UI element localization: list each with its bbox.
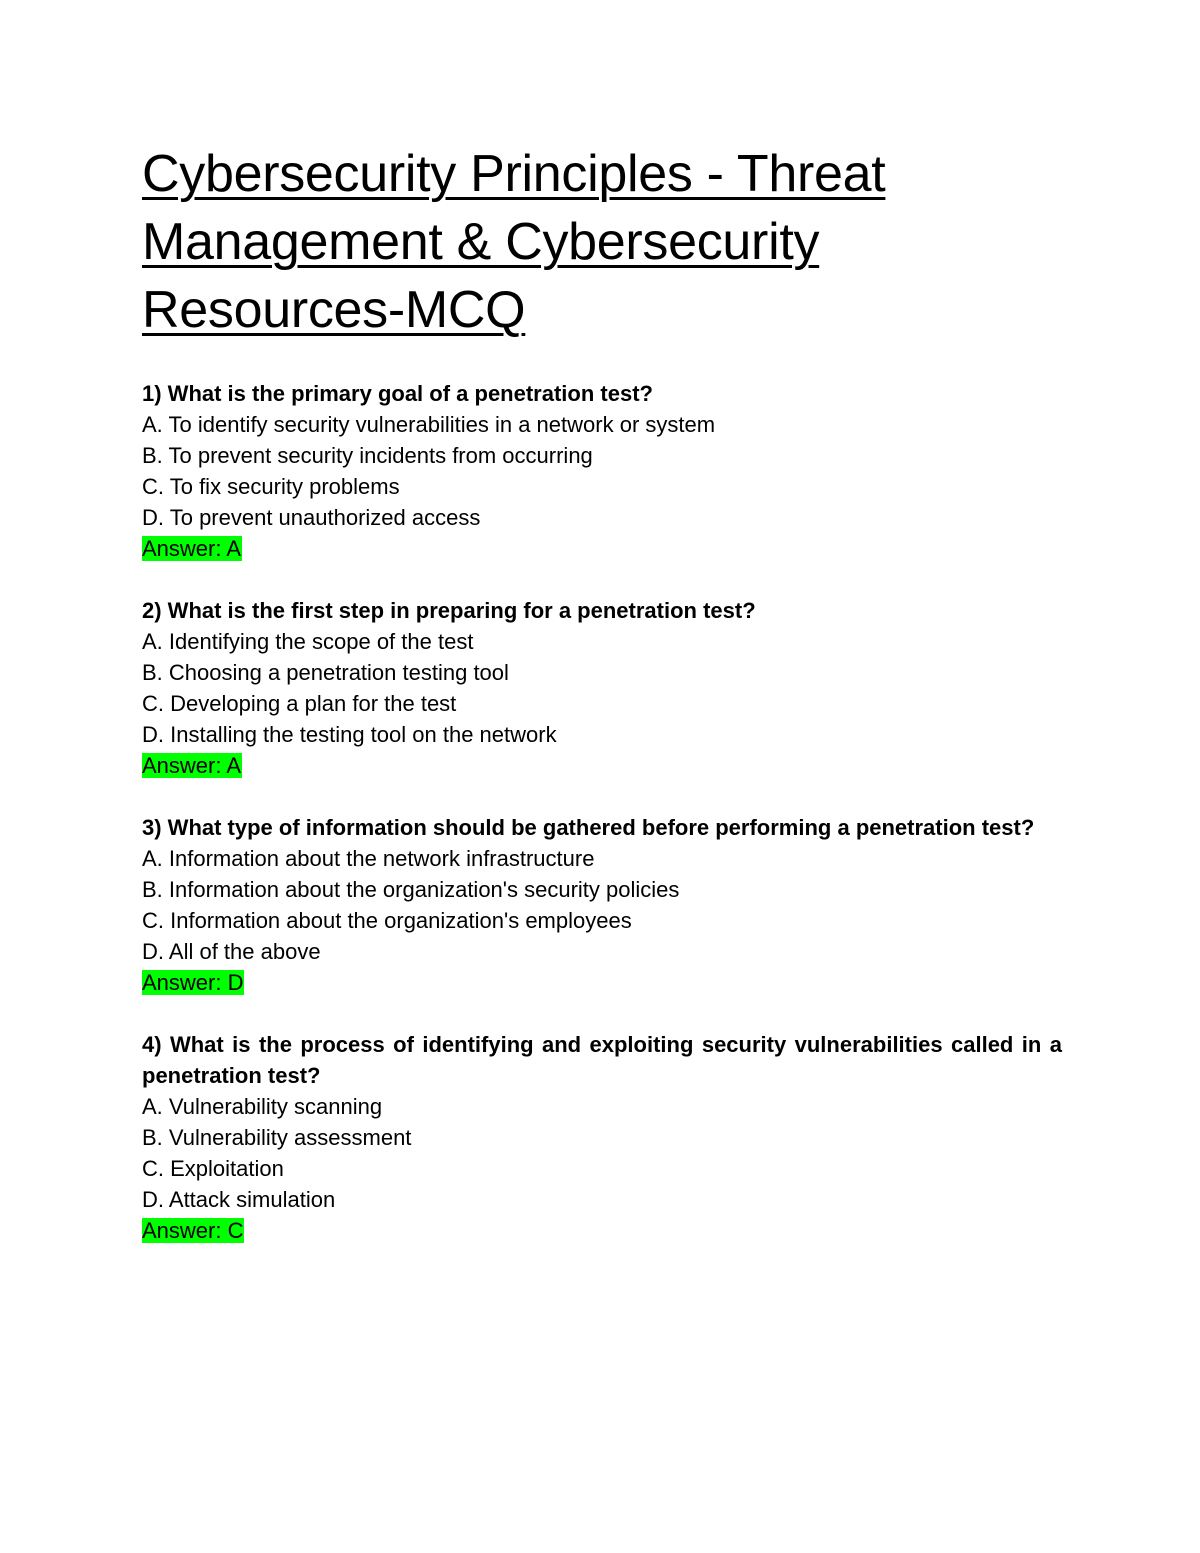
question-item	[142, 378, 1062, 564]
document-title	[142, 140, 1062, 344]
answer-option: B. Vulnerability assessment	[142, 1125, 412, 1150]
answer-option: C. Information about the organization's employees	[142, 908, 632, 933]
answer-option: A. Information about the network infrastructure	[142, 846, 595, 871]
answer-option: B. Information about the organization's security policies	[142, 877, 680, 902]
question-text: 1) What is the primary goal of a penetration test?	[142, 381, 653, 406]
question-list	[142, 378, 1062, 1246]
answer-option: D. Attack simulation	[142, 1187, 336, 1212]
correct-answer	[142, 1215, 1062, 1246]
answer-highlight: Answer: D	[142, 970, 244, 995]
correct-answer	[142, 533, 1062, 564]
question-item	[142, 595, 1062, 781]
answer-option: B. Choosing a penetration testing tool	[142, 660, 509, 685]
title-line: Management & Cybersecurity	[142, 213, 820, 271]
answer-highlight: Answer: A	[142, 536, 242, 561]
answer-option: C. Exploitation	[142, 1156, 284, 1181]
question-text: 4) What is the process of identifying and exploiting security vulnerabilities called in a penetration test?	[142, 1032, 1062, 1088]
answer-option: A. Vulnerability scanning	[142, 1094, 383, 1119]
answer-option: D. All of the above	[142, 939, 321, 964]
question-item	[142, 812, 1062, 998]
question-text: 2) What is the first step in preparing for a penetration test?	[142, 598, 756, 623]
document-content	[142, 140, 1062, 1277]
answer-option: A. Identifying the scope of the test	[142, 629, 474, 654]
answer-highlight: Answer: A	[142, 753, 242, 778]
question-item	[142, 1029, 1062, 1246]
answer-option: B. To prevent security incidents from occurring	[142, 443, 593, 468]
correct-answer	[142, 967, 1062, 998]
answer-option: D. To prevent unauthorized access	[142, 505, 481, 530]
answer-option: C. To fix security problems	[142, 474, 400, 499]
answer-option: D. Installing the testing tool on the network	[142, 722, 557, 747]
title-line: Resources-MCQ	[142, 281, 526, 339]
answer-option: A. To identify security vulnerabilities in a network or system	[142, 412, 716, 437]
answer-highlight: Answer: C	[142, 1218, 244, 1243]
title-line: Cybersecurity Principles - Threat	[142, 145, 886, 203]
answer-option: C. Developing a plan for the test	[142, 691, 457, 716]
correct-answer	[142, 750, 1062, 781]
question-text: 3) What type of information should be gathered before performing a penetration test?	[142, 815, 1035, 840]
